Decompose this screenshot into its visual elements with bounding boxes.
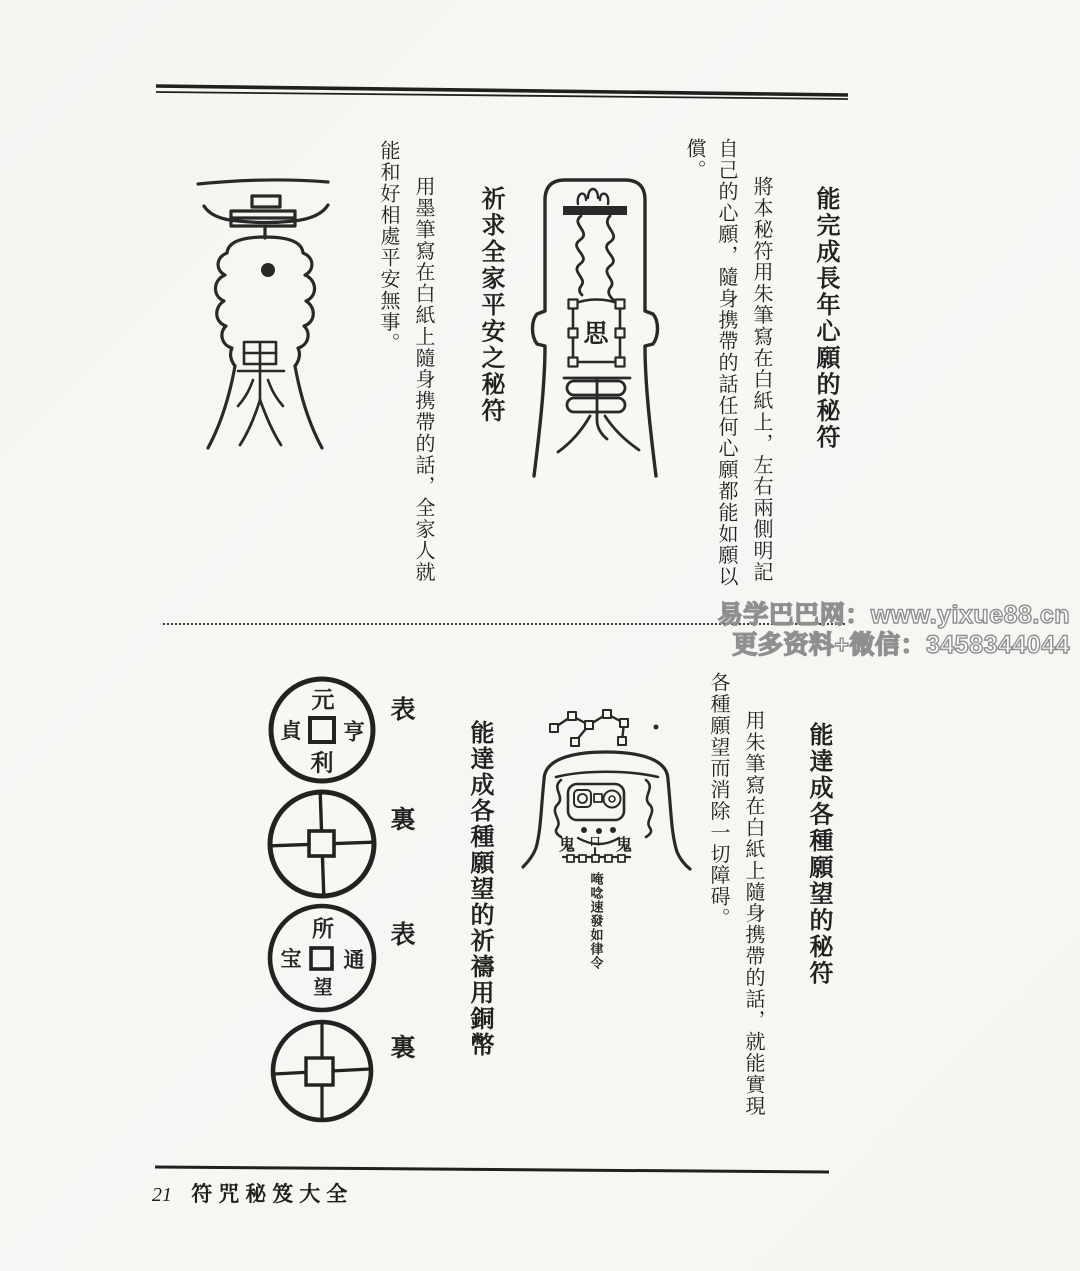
talisman-inner-character: 思 xyxy=(583,321,609,348)
watermark xyxy=(718,601,1070,660)
svg-text:元: 元 xyxy=(311,687,335,713)
coin-side-label-front: 表 xyxy=(387,921,414,946)
talisman-mouth-character: 口 xyxy=(589,836,601,848)
section-title-prayer-coins: 能達成各種願望的祈禱用銅幣 xyxy=(466,720,492,1058)
talisman-family-peace-drawing xyxy=(180,150,360,470)
svg-text:貞: 貞 xyxy=(280,719,302,743)
body-column: 償。 xyxy=(683,138,705,181)
bottom-rule xyxy=(150,1160,840,1180)
section-title-long-term-wish: 能完成長年心願的秘符 xyxy=(812,186,838,451)
body-column: 用墨筆寫在白紙上隨身携帶的話，全家人就 xyxy=(412,176,434,583)
page-number: 21 xyxy=(152,1184,172,1206)
section-title-all-wishes: 能達成各種願望的秘符 xyxy=(805,722,831,987)
body-column: 將本秘符用朱筆寫在白紙上，左右兩側明記 xyxy=(750,176,772,583)
body-column: 能和好相處平安無事。 xyxy=(377,140,399,354)
svg-text:亨: 亨 xyxy=(342,719,366,745)
watermark-site-line: 易学巴巴网：www.yixue88.cn xyxy=(717,601,1070,629)
coin-front-suowangtongbao xyxy=(270,906,374,1010)
coin-side-label-back: 裏 xyxy=(387,806,414,831)
body-column: 各種願望而消除一切障碍。 xyxy=(707,672,729,929)
book-title: 符咒秘笈大全 xyxy=(191,1182,354,1206)
coin-back xyxy=(269,791,374,896)
section-title-family-peace: 祈求全家平安之秘符 xyxy=(477,186,503,425)
svg-text:利: 利 xyxy=(310,750,334,776)
svg-text:宝: 宝 xyxy=(280,947,302,971)
coin-front-yuanhenglizhen xyxy=(271,679,373,781)
svg-text:望: 望 xyxy=(313,977,333,999)
svg-text:所: 所 xyxy=(311,916,335,942)
svg-text:通: 通 xyxy=(343,948,365,972)
incantation-text: 唵唸速發如律令 xyxy=(588,872,604,970)
talisman-demon-character-left: 鬼 xyxy=(558,837,576,854)
coin-back xyxy=(273,1022,371,1120)
coin-side-label-front: 表 xyxy=(387,696,414,721)
body-column: 用朱筆寫在白紙上隨身携帶的話，就能實現 xyxy=(742,710,764,1117)
talisman-demon-character-right: 鬼 xyxy=(615,837,633,854)
prayer-coins-drawing xyxy=(252,660,392,1130)
coin-side-label-back: 裏 xyxy=(387,1034,414,1059)
watermark-contact-line: 更多资料+微信：3458344044 xyxy=(732,630,1070,659)
talisman-long-term-wish-drawing xyxy=(510,158,680,503)
page-footer xyxy=(152,1178,353,1208)
top-double-rule xyxy=(150,78,860,106)
body-column: 自己的心願，隨身携帶的話任何心願都能如願以 xyxy=(715,138,737,588)
talisman-all-wishes-drawing xyxy=(518,678,703,1008)
